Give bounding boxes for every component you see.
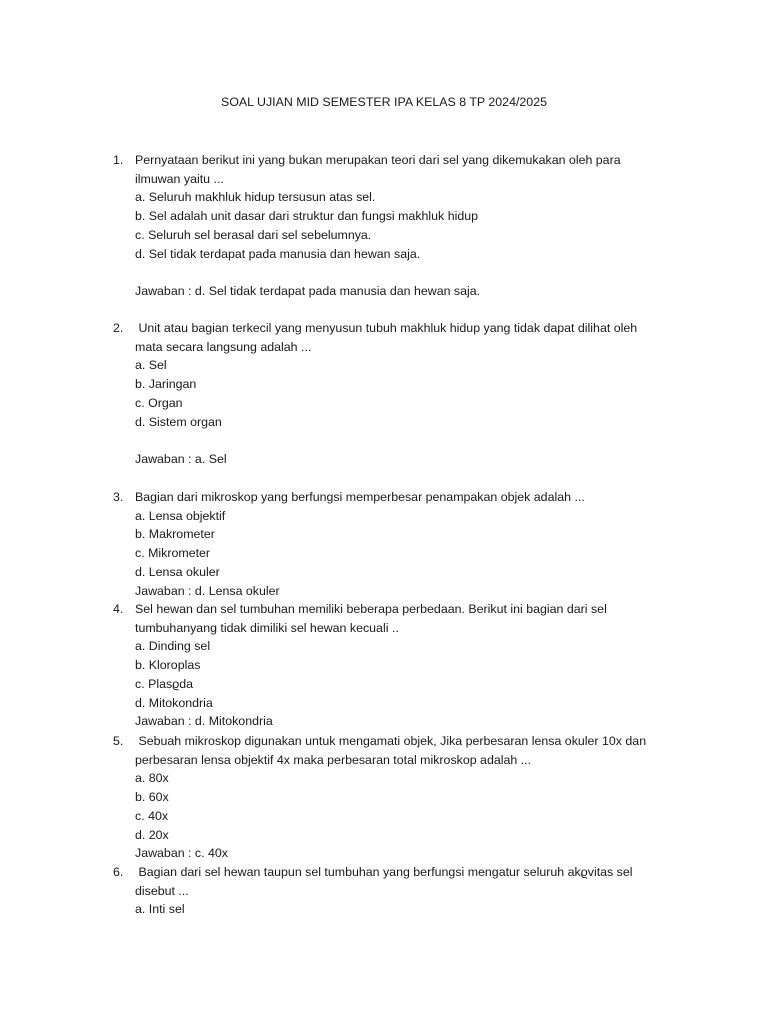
option-a: a. Sel — [135, 358, 167, 373]
question-stem-line: Unit atau bagian terkecil yang menyusun tubuh makhluk hidup yang tidak dapat dilihat oleh — [135, 321, 638, 335]
question-number: 4. — [113, 602, 124, 616]
option-c: c. Plasϱda — [135, 676, 194, 691]
option-b: b. Sel adalah unit dasar dari struktur dan fungsi makhluk hidup — [135, 209, 479, 224]
question-number: 5. — [113, 734, 124, 748]
option-a: a. Lensa objektif — [135, 508, 226, 523]
answer-line: Jawaban : d. Lensa okuler — [135, 583, 280, 598]
option-b: b. Kloroplas — [135, 658, 201, 673]
option-a: a. Seluruh makhluk hidup tersusun atas sel. — [135, 190, 376, 205]
option-d: d. 20x — [135, 827, 169, 842]
option-c: c. Seluruh sel berasal dari sel sebelumnya. — [135, 227, 372, 242]
answer-line: Jawaban : a. Sel — [135, 451, 227, 466]
option-b: b. Makrometer — [135, 527, 215, 542]
answer-line: Jawaban : d. Sel tidak terdapat pada manusia dan hewan saja. — [135, 283, 481, 298]
answer-line: Jawaban : d. Mitokondria — [135, 714, 273, 729]
question-stem-line: Sebuah mikroskop digunakan untuk mengamati objek, Jika perbesaran lensa okuler 10x dan — [135, 734, 647, 748]
question-stem-line: perbesaran lensa objektif 4x maka perbesaran total mikroskop adalah ... — [135, 752, 532, 767]
option-a: a. Inti sel — [135, 902, 185, 917]
option-d: d. Sel tidak terdapat pada manusia dan hewan saja. — [135, 246, 421, 261]
question-number: 2. — [113, 321, 124, 335]
answer-line: Jawaban : c. 40x — [135, 846, 228, 861]
question-stem-line: Pernyataan berikut ini yang bukan merupakan teori dari sel yang dikemukakan oleh para — [135, 153, 621, 167]
option-c: c. Organ — [135, 395, 183, 410]
option-c: c. Mikrometer — [135, 546, 211, 561]
option-a: a. Dinding sel — [135, 639, 211, 654]
question-stem-line: disebut ... — [135, 883, 189, 898]
question-stem-line: ilmuwan yaitu ... — [135, 171, 224, 186]
question-stem-line: Bagian dari mikroskop yang berfungsi memperbesar penampakan objek adalah ... — [135, 490, 585, 504]
question-stem-line: tumbuhanyang tidak dimiliki sel hewan kecuali .. — [135, 620, 399, 635]
question-number: 1. — [113, 153, 124, 167]
question-stem-line: mata secara langsung adalah ... — [135, 339, 312, 354]
option-a: a. 80x — [135, 771, 169, 786]
option-d: d. Mitokondria — [135, 695, 213, 710]
option-b: b. Jaringan — [135, 377, 197, 392]
option-d: d. Lensa okuler — [135, 564, 220, 579]
question-number: 6. — [113, 865, 124, 879]
page-title: SOAL UJIAN MID SEMESTER IPA KELAS 8 TP 2024/2025 — [221, 95, 547, 109]
option-b: b. 60x — [135, 790, 169, 805]
option-d: d. Sistem organ — [135, 414, 222, 429]
question-stem-line: Bagian dari sel hewan taupun sel tumbuhan yang berfungsi mengatur seluruh akϱvitas sel — [135, 865, 633, 879]
question-stem-line: Sel hewan dan sel tumbuhan memiliki beberapa perbedaan. Berikut ini bagian dari sel — [135, 602, 607, 616]
question-number: 3. — [113, 490, 124, 504]
option-c: c. 40x — [135, 808, 169, 823]
